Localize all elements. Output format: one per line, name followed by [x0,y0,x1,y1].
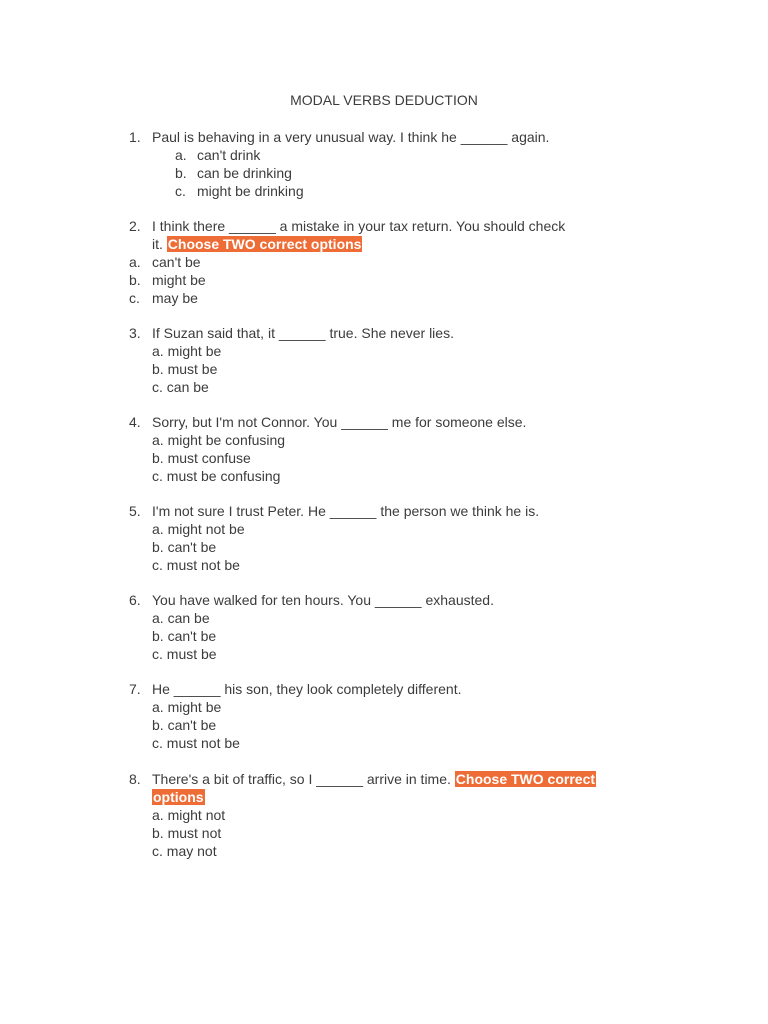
option-text: a. might be [152,343,222,359]
question-text-line-1 [152,770,596,788]
option-text: can't be [152,254,201,270]
option-text: c. must not be [152,735,240,751]
option-text: b. can't be [152,628,217,644]
option-text: can be drinking [197,165,292,181]
question-text-line-2 [152,235,362,253]
option-text: a. can be [152,610,210,626]
question-number: 2. [129,218,141,234]
question-text: I think there ______ a mistake in your tax return. You should check [152,218,566,234]
highlight-instruction: Choose TWO correct options [167,236,362,252]
page-title: MODAL VERBS DEDUCTION [290,92,478,108]
highlight-instruction: Choose TWO correct [455,771,596,787]
option-text: might be [152,272,206,288]
option-text: b. can't be [152,717,217,733]
question-text: He ______ his son, they look completely different. [152,681,462,697]
option-text: c. must be confusing [152,468,281,484]
option-text: may be [152,290,198,306]
question-text: Sorry, but I'm not Connor. You ______ me for someone else. [152,414,527,430]
question-text: Paul is behaving in a very unusual way. I think he ______ again. [152,129,550,145]
option-text: a. might not [152,807,226,823]
highlight-instruction-end: options [153,789,204,805]
option-text: b. can't be [152,539,217,555]
option-label: b. [175,165,187,181]
option-text: c. must not be [152,557,240,573]
option-label: a. [129,254,141,270]
option-text: a. might be confusing [152,432,286,448]
option-text: b. must be [152,361,218,377]
option-label: c. [175,183,186,199]
option-label: b. [129,272,141,288]
question-text: If Suzan said that, it ______ true. She never lies. [152,325,454,341]
option-text: might be drinking [197,183,304,199]
option-text: c. can be [152,379,209,395]
option-text: b. must not [152,825,222,841]
question-number: 4. [129,414,141,430]
option-label: a. [175,147,187,163]
question-text-end: it. [152,236,163,252]
question-number: 6. [129,592,141,608]
option-text: c. may not [152,843,217,859]
question-text-line-2 [152,788,205,806]
question-text: There's a bit of traffic, so I ______ arrive in time. [152,771,451,787]
option-text: a. might not be [152,521,245,537]
question-number: 5. [129,503,141,519]
option-label: c. [129,290,140,306]
option-text: can't drink [197,147,261,163]
question-number: 1. [129,129,141,145]
question-text: I'm not sure I trust Peter. He ______ the person we think he is. [152,503,540,519]
question-number: 8. [129,771,141,787]
question-text: You have walked for ten hours. You ______ exhausted. [152,592,494,608]
question-number: 3. [129,325,141,341]
option-text: b. must confuse [152,450,251,466]
option-text: a. might be [152,699,222,715]
option-text: c. must be [152,646,217,662]
question-number: 7. [129,681,141,697]
